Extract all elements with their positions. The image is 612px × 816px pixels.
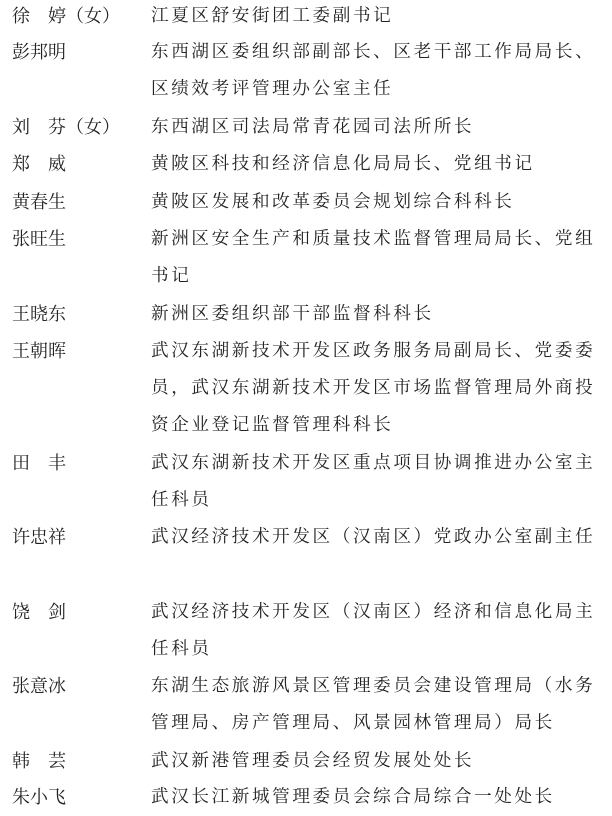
person-position: 武汉经济技术开发区（汉南区）经济和信息化局主任科员 [151, 602, 596, 659]
person-name: 王朝晖 [12, 341, 66, 362]
person-name: 郑 威 [12, 154, 66, 175]
person-name: 彭邦明 [12, 42, 66, 63]
person-name: 张意冰 [12, 676, 66, 697]
person-name: 韩 芸 [12, 751, 66, 772]
person-name: 黄春生 [12, 192, 66, 213]
person-position: 江夏区舒安街团工委副书记 [151, 6, 394, 26]
person-name: 朱小飞 [12, 787, 66, 808]
person-position: 新洲区委组织部干部监督科科长 [151, 304, 434, 324]
person-position: 东西湖区司法局常青花园司法所所长 [151, 117, 475, 137]
person-name: 刘 芬（女） [12, 117, 120, 138]
person-position: 新洲区安全生产和质量技术监督管理局局长、党组书记 [151, 229, 596, 286]
person-name: 王晓东 [12, 304, 66, 325]
person-name: 徐 婷（女） [12, 6, 120, 27]
person-name: 许忠祥 [12, 527, 66, 548]
person-position: 武汉长江新城管理委员会综合局综合一处处长 [151, 787, 555, 807]
person-position: 武汉东湖新技术开发区重点项目协调推进办公室主任科员 [151, 453, 596, 510]
person-position: 武汉新港管理委员会经贸发展处处长 [151, 751, 475, 771]
person-name: 张旺生 [12, 229, 66, 250]
person-position: 武汉经济技术开发区（汉南区）党政办公室副主任 [151, 527, 596, 547]
person-name: 饶 剑 [12, 602, 66, 623]
person-name: 田 丰 [12, 453, 66, 474]
person-position: 东湖生态旅游风景区管理委员会建设管理局（水务管理局、房产管理局、风景园林管理局）局长 [151, 676, 596, 733]
person-position: 武汉东湖新技术开发区政务服务局副局长、党委委员，武汉东湖新技术开发区市场监督管理局外商投资企业登记监督管理科科长 [151, 341, 596, 435]
person-position: 黄陂区发展和改革委员会规划综合科科长 [151, 192, 515, 212]
person-position: 东西湖区委组织部副部长、区老干部工作局局长、区绩效考评管理办公室主任 [151, 42, 596, 99]
person-position: 黄陂区科技和经济信息化局局长、党组书记 [151, 154, 535, 174]
